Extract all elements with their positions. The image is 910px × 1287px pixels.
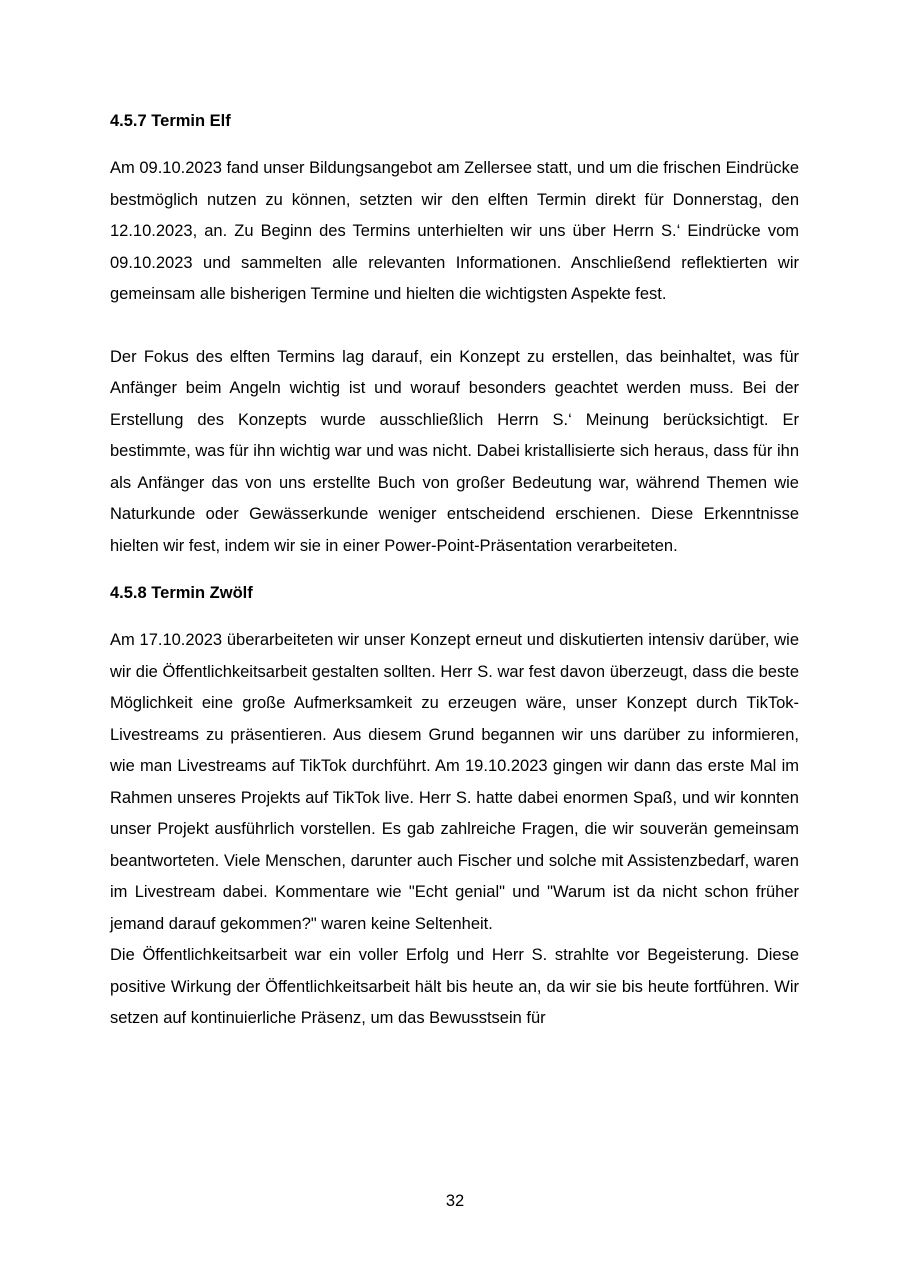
section-heading-termin-zwoelf: 4.5.8 Termin Zwölf bbox=[110, 584, 253, 602]
section-heading-termin-elf: 4.5.7 Termin Elf bbox=[110, 112, 231, 130]
paragraph: Der Fokus des elften Termins lag darauf, ein Konzept zu erstellen, das beinhaltet, was für Anfänger beim Angeln wichtig ist und worauf besonders geachtet werden muss. Bei der Erstellung des Konzepts wurde ausschließlich Herrn S.‘ Meinung berücksichtigt. Er bestimmte, was für ihn wichtig war und was nicht. Dabei kristallisierte sich heraus, dass für ihn als Anfänger das von uns erstellte Buch von großer Bedeutung war, während Themen wie Naturkunde oder Gewässerkunde weniger entscheidend erschienen. Diese Erkenntnisse hielten wir fest, indem wir sie in einer Power-Point-Präsentation verarbeiteten. bbox=[110, 347, 799, 555]
paragraph: Am 09.10.2023 fand unser Bildungsangebot am Zellersee statt, und um die frischen Eindrücke bestmöglich nutzen zu können, setzten wir den elften Termin direkt für Donnerstag, den 12.10.2023, an. Zu Beginn des Termins unterhielten wir uns über Herrn S.‘ Eindrücke vom 09.10.2023 und sammelten alle relevanten Informationen. Anschließend reflektierten wir gemeinsam alle bisherigen Termine und hielten die wichtigsten Aspekte fest. bbox=[110, 159, 799, 303]
paragraph: Am 17.10.2023 überarbeiteten wir unser Konzept erneut und diskutierten intensiv darüber, wie wir die Öffentlichkeitsarbeit gestalten sollten. Herr S. war fest davon überzeugt, dass die beste Möglichkeit eine große Aufmerksamkeit zu erzeugen wäre, unser Konzept durch TikTok-Livestreams zu präsentieren. Aus diesem Grund begannen wir uns darüber zu informieren, wie man Livestreams auf TikTok durchführt. Am 19.10.2023 gingen wir dann das erste Mal im Rahmen unseres Projekts auf TikTok live. Herr S. hatte dabei enormen Spaß, und wir konnten unser Projekt ausführlich vorstellen. Es gab zahlreiche Fragen, die wir souverän gemeinsam beantworteten. Viele Menschen, darunter auch Fischer und solche mit Assistenzbedarf, waren im Livestream dabei. Kommentare wie "Echt genial" und "Warum ist da nicht schon früher jemand darauf gekommen?" waren keine Seltenheit. bbox=[110, 631, 799, 933]
paragraph: Die Öffentlichkeitsarbeit war ein voller Erfolg und Herr S. strahlte vor Begeisterung. Diese positive Wirkung der Öffentlichkeitsarbeit hält bis heute an, da wir sie bis heute fortführen. Wir setzen auf kontinuierliche Präsenz, um das Bewusstsein für bbox=[110, 946, 799, 1027]
page-content bbox=[110, 107, 799, 1035]
page-number: 32 bbox=[445, 1192, 465, 1210]
